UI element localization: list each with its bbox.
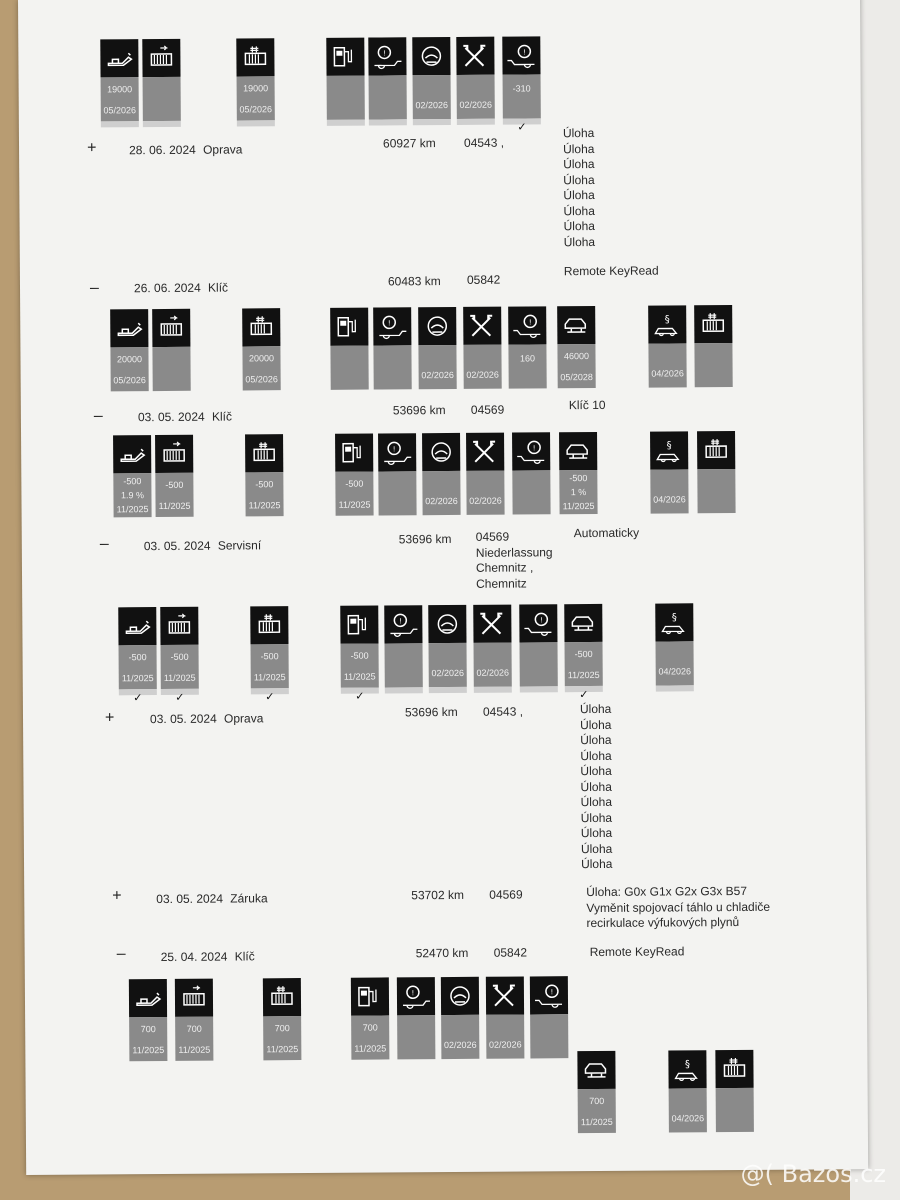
entry-type: Servisní: [217, 538, 262, 553]
tile-remaining: 700: [274, 1022, 290, 1033]
tile-due-date: 11/2025: [158, 500, 191, 511]
air-filter-icon: [160, 607, 198, 645]
service-tile: [236, 38, 275, 126]
service-tile: [100, 39, 139, 127]
tile-remaining: -500: [128, 651, 147, 662]
entry-date: 28. 06. 2024: [129, 142, 196, 158]
tile-shade: [429, 687, 467, 693]
tile-values: [413, 75, 451, 119]
entry-date: 03. 05. 2024: [149, 711, 217, 727]
tile-values: [119, 645, 157, 689]
svg-text:!: !: [539, 616, 543, 625]
tile-remaining: -310: [512, 83, 531, 94]
tile-due-date: 02/2026: [459, 99, 493, 110]
oil-can-icon: [129, 979, 167, 1017]
svg-text:!: !: [387, 319, 391, 328]
svg-text:!: !: [392, 445, 396, 454]
service-tile: [330, 308, 369, 390]
tile-remaining: 700: [140, 1023, 156, 1034]
tile-extra: 1 %: [570, 487, 587, 498]
tile-due-date: 11/2025: [121, 672, 154, 683]
brake-fluid-icon: [412, 37, 450, 75]
check-mark: ✓: [579, 689, 589, 702]
expand-toggle[interactable]: +: [112, 887, 122, 905]
tile-remaining: -500: [350, 650, 369, 661]
tile-due-date: 02/2026: [425, 495, 458, 507]
service-tile: [559, 432, 598, 514]
legal-inspection-icon: [655, 603, 693, 641]
collapse-toggle[interactable]: –: [99, 535, 109, 553]
tile-shade: [474, 687, 512, 693]
tile-due-date: 05/2028: [560, 371, 593, 382]
oil-can-icon: [113, 435, 151, 473]
engine-check-icon: [715, 1050, 753, 1088]
service-tile: [668, 1050, 707, 1132]
service-tile: [113, 435, 152, 517]
tile-due-date: 11/2025: [266, 1043, 299, 1054]
brake-fluid-icon: [441, 977, 479, 1015]
brake-front-icon: [397, 977, 435, 1015]
svg-text:§: §: [664, 314, 670, 326]
tile-due-date: 11/2025: [132, 1044, 165, 1055]
tile-due-date: 11/2025: [580, 1116, 613, 1127]
brake-rear-icon: [519, 604, 557, 642]
brake-fluid-icon: [422, 433, 460, 471]
tile-values: [557, 344, 595, 388]
expand-toggle[interactable]: +: [86, 139, 97, 157]
tile-due-date: 02/2026: [488, 1039, 522, 1050]
expand-toggle[interactable]: +: [104, 709, 115, 727]
tile-due-date: 05/2026: [103, 104, 137, 115]
tile-values: [429, 643, 467, 687]
tile-shade: [656, 685, 694, 691]
check-mark: ✓: [175, 691, 185, 704]
tile-values: [385, 643, 423, 687]
service-tile: [129, 979, 168, 1061]
tile-due-date: 02/2026: [466, 369, 499, 380]
service-tile: [250, 606, 289, 704]
brake-front-icon: [378, 433, 416, 471]
tile-due-date: 11/2025: [562, 500, 595, 512]
tile-values: [110, 347, 148, 391]
tile-values: [519, 642, 557, 686]
entry-km: 53696 km: [398, 531, 452, 547]
entry-date: 26. 06. 2024: [133, 280, 201, 296]
tile-values: [457, 75, 495, 119]
entry-code: 04543 ,: [463, 135, 505, 150]
tile-values: [486, 1014, 524, 1058]
fuel-filter-icon: [326, 38, 364, 76]
oil-can-icon: [100, 39, 138, 77]
brake-fluid-icon: [428, 605, 466, 643]
tile-values: [648, 343, 686, 387]
tile-values: [129, 1017, 167, 1061]
service-tile: [473, 605, 512, 693]
tile-values: [161, 645, 199, 689]
tools-icon: [486, 976, 524, 1014]
tile-remaining: -500: [345, 478, 364, 489]
tile-values: [466, 471, 504, 515]
entry-type: Oprava: [203, 142, 243, 157]
oil-can-icon: [118, 607, 156, 645]
service-tile: [397, 977, 436, 1059]
brake-front-icon: [373, 307, 411, 345]
tile-values: [143, 77, 181, 121]
tile-remaining: 700: [589, 1095, 605, 1106]
vehicle-lift-icon: [577, 1051, 615, 1089]
tile-values: [397, 1015, 435, 1059]
tile-values: [155, 473, 193, 517]
svg-text:!: !: [528, 318, 532, 327]
tile-due-date: 11/2025: [253, 671, 286, 682]
service-tile: [650, 431, 689, 513]
tile-values: [369, 75, 407, 119]
tile-values: [508, 344, 546, 388]
tile-values: [512, 470, 550, 514]
tile-due-date: 04/2026: [658, 666, 692, 677]
vehicle-lift-icon: [564, 604, 602, 642]
tile-values: [330, 346, 368, 390]
legal-inspection-icon: [668, 1050, 706, 1088]
entry-type: Klíč: [234, 949, 255, 964]
entry-km: 53696 km: [392, 403, 446, 418]
tile-extra: 1.9 %: [120, 490, 144, 501]
service-tile: [441, 977, 480, 1059]
service-tile: [428, 605, 467, 693]
service-tile: [340, 605, 379, 703]
entry-note: Automaticky: [573, 525, 640, 541]
tile-values: [655, 641, 693, 685]
tile-values: [113, 473, 151, 517]
tile-values: [463, 345, 501, 389]
tile-due-date: 11/2025: [567, 669, 600, 680]
tile-values: [716, 1088, 754, 1132]
tile-values: [175, 1017, 213, 1061]
vehicle-lift-icon: [559, 432, 597, 470]
tools-icon: [473, 605, 511, 643]
check-mark: ✓: [355, 690, 365, 703]
tile-remaining: 700: [362, 1022, 378, 1033]
tile-values: [237, 76, 275, 120]
tile-shade: [520, 686, 558, 692]
service-tile: [368, 37, 407, 125]
entry-type: Záruka: [230, 891, 268, 906]
tile-values: [335, 472, 373, 516]
brake-fluid-icon: [418, 307, 456, 345]
tile-shade: [413, 119, 451, 125]
service-tile: [715, 1050, 754, 1132]
engine-check-icon: [694, 305, 732, 343]
service-tile: [155, 435, 194, 517]
tile-due-date: 04/2026: [671, 1113, 705, 1124]
entry-code: 05842: [493, 945, 528, 960]
tile-values: [559, 470, 597, 514]
tile-shade: [143, 121, 181, 127]
entry-date: 03. 05. 2024: [156, 891, 224, 907]
tile-remaining: 20000: [116, 353, 143, 364]
tile-remaining: -500: [170, 651, 189, 662]
service-tile: [142, 39, 181, 127]
tile-shade: [385, 687, 423, 693]
service-tile: [655, 603, 694, 691]
tile-values: [697, 469, 735, 513]
tile-due-date: 11/2025: [338, 499, 371, 510]
engine-check-icon: [245, 434, 283, 472]
service-tile: [351, 977, 390, 1059]
vehicle-lift-icon: [557, 306, 595, 344]
tile-due-date: 02/2026: [469, 495, 502, 506]
tile-values: [422, 471, 460, 515]
service-tile: [456, 37, 495, 125]
entry-code: 04569: [489, 887, 523, 902]
tile-due-date: 02/2026: [421, 369, 454, 381]
entry-date: 03. 05. 2024: [143, 538, 211, 554]
service-tile: [502, 36, 541, 134]
brake-rear-icon: [508, 306, 546, 344]
entry-type: Klíč: [207, 280, 229, 295]
tile-due-date: 11/2025: [178, 1044, 211, 1055]
tile-values: [242, 346, 280, 390]
tile-due-date: 11/2025: [343, 671, 376, 682]
tile-remaining: 20000: [248, 352, 275, 363]
entry-code: 04569 Niederlassung Chemnitz , Chemnitz: [475, 529, 553, 591]
tile-remaining: -500: [569, 473, 588, 484]
entry-km: 60483 km: [387, 274, 441, 289]
tile-remaining: 19000: [107, 83, 133, 94]
entry-note: Úloha Úloha Úloha Úloha Úloha Úloha Úloha Úloha: [562, 125, 596, 249]
tile-values: [418, 345, 456, 389]
svg-text:!: !: [550, 988, 554, 997]
tile-due-date: 05/2026: [245, 373, 278, 384]
fuel-filter-icon: [330, 308, 368, 346]
tile-remaining: -500: [574, 648, 593, 659]
tile-due-date: 11/2025: [163, 672, 196, 683]
check-mark: ✓: [517, 121, 527, 134]
service-history-page: [18, 0, 868, 1175]
entry-note: Remote KeyRead: [563, 263, 659, 279]
svg-text:!: !: [398, 617, 402, 626]
service-tile: [422, 433, 461, 515]
entry-note: Remote KeyRead: [589, 944, 685, 960]
service-tile: [118, 607, 157, 705]
service-tile: [557, 306, 596, 388]
collapse-toggle[interactable]: –: [116, 945, 126, 963]
tile-values: [263, 1016, 301, 1060]
tile-values: [373, 345, 411, 389]
entry-km: 60927 km: [382, 136, 436, 151]
service-tile: [160, 607, 199, 704]
tile-values: [441, 1015, 479, 1059]
svg-text:!: !: [382, 49, 386, 58]
check-mark: ✓: [133, 692, 143, 705]
tile-shade: [369, 119, 407, 125]
service-tile: [242, 308, 281, 390]
tile-remaining: -500: [165, 479, 184, 490]
tile-values: [669, 1088, 707, 1132]
legal-inspection-icon: [648, 305, 686, 343]
tile-due-date: 02/2026: [443, 1039, 477, 1051]
entry-km: 52470 km: [415, 945, 469, 961]
tile-remaining: -500: [123, 476, 142, 487]
engine-check-icon: [697, 431, 735, 469]
entry-type: Klíč: [211, 409, 232, 424]
tile-remaining: 19000: [243, 82, 269, 93]
engine-check-icon: [263, 978, 301, 1016]
brake-rear-icon: [502, 36, 540, 74]
tile-due-date: 11/2025: [354, 1042, 387, 1054]
svg-text:§: §: [666, 440, 672, 452]
engine-check-icon: [242, 308, 280, 346]
collapse-toggle[interactable]: –: [93, 407, 103, 425]
tile-shade: [327, 120, 365, 126]
collapse-toggle[interactable]: –: [89, 279, 99, 297]
tile-values: [251, 644, 289, 688]
service-tile: [564, 604, 603, 702]
fuel-filter-icon: [351, 977, 389, 1015]
tile-remaining: 46000: [563, 350, 590, 361]
service-tile: [373, 307, 412, 389]
air-filter-icon: [155, 435, 193, 473]
service-tile: [245, 434, 284, 516]
tile-values: [327, 76, 365, 120]
tile-shade: [101, 121, 139, 127]
service-tile: [110, 309, 149, 391]
tile-values: [245, 472, 283, 516]
entry-code: 04543 ,: [482, 704, 524, 719]
engine-check-icon: [236, 38, 274, 76]
brake-front-icon: [384, 605, 422, 643]
service-tile: [152, 309, 191, 391]
tile-shade: [237, 120, 275, 126]
tile-shade: [457, 119, 495, 125]
tile-remaining: 700: [186, 1023, 202, 1034]
service-tile: [463, 307, 502, 389]
tile-values: [530, 1014, 568, 1058]
entry-note: Klíč 10: [568, 397, 606, 413]
brake-rear-icon: [530, 976, 568, 1014]
entry-note: Úloha Úloha Úloha Úloha Úloha Úloha Úloha Úloha Úloha Úloha Úloha: [579, 701, 613, 872]
service-tile: [648, 305, 687, 387]
tile-values: [578, 1089, 616, 1133]
tile-values: [341, 643, 379, 687]
tile-due-date: 02/2026: [415, 100, 449, 111]
tile-due-date: 05/2026: [239, 103, 273, 114]
bazos-watermark: @( Bazos.cz: [740, 1160, 886, 1188]
tile-due-date: 04/2026: [653, 494, 686, 505]
service-tile: [384, 605, 423, 693]
tile-remaining: 160: [519, 353, 536, 364]
service-tile: [418, 307, 457, 389]
tile-due-date: 02/2026: [431, 667, 465, 679]
entry-note: Úloha: G0x G1x G2x G3x B57 Vyměnit spojovací táhlo u chladiče recirkulace výfukových plynů: [586, 883, 771, 931]
tile-remaining: -500: [255, 478, 274, 489]
service-tile: [378, 433, 417, 515]
tile-values: [650, 469, 688, 513]
tools-icon: [456, 37, 494, 75]
tools-icon: [466, 433, 504, 471]
fuel-filter-icon: [335, 434, 373, 472]
fuel-filter-icon: [340, 605, 378, 643]
svg-text:!: !: [522, 48, 526, 57]
service-tile: [326, 38, 365, 126]
brake-front-icon: [368, 37, 406, 75]
brake-rear-icon: [512, 432, 550, 470]
service-tile: [694, 305, 733, 387]
tile-due-date: 04/2026: [651, 368, 684, 379]
service-tile: [263, 978, 302, 1060]
tile-due-date: 02/2026: [476, 667, 510, 678]
air-filter-icon: [152, 309, 190, 347]
service-tile: [508, 306, 547, 388]
service-tile: [519, 604, 558, 692]
tile-due-date: 11/2025: [248, 499, 281, 510]
svg-text:!: !: [532, 444, 536, 453]
service-tile: [335, 434, 374, 516]
oil-can-icon: [110, 309, 148, 347]
tile-values: [473, 643, 511, 687]
tile-values: [101, 77, 139, 121]
tile-values: [694, 343, 732, 387]
tile-values: [503, 74, 541, 118]
service-tile: [466, 433, 505, 515]
entry-km: 53696 km: [404, 704, 458, 720]
tile-remaining: -500: [260, 650, 279, 661]
service-tile: [697, 431, 736, 513]
service-tile: [512, 432, 551, 514]
legal-inspection-icon: [650, 431, 688, 469]
engine-check-icon: [250, 606, 288, 644]
tile-values: [378, 471, 416, 515]
service-tile: [412, 37, 451, 125]
tile-values: [152, 347, 190, 391]
service-tile: [577, 1051, 616, 1133]
entry-type: Oprava: [223, 711, 264, 726]
entry-code: 05842: [466, 272, 501, 287]
air-filter-icon: [175, 979, 213, 1017]
tile-due-date: 11/2025: [116, 504, 149, 515]
svg-text:§: §: [684, 1059, 690, 1071]
service-tile: [486, 976, 525, 1058]
check-mark: ✓: [265, 691, 275, 704]
entry-date: 03. 05. 2024: [137, 409, 205, 425]
service-tile: [175, 979, 214, 1061]
tile-due-date: 05/2026: [113, 374, 146, 385]
tools-icon: [463, 307, 501, 345]
tile-values: [564, 642, 602, 686]
service-tile: [530, 976, 569, 1058]
entry-date: 25. 04. 2024: [160, 949, 228, 965]
svg-text:§: §: [671, 612, 677, 624]
entry-code: 04569: [470, 402, 505, 417]
entry-km: 53702 km: [411, 887, 465, 903]
air-filter-icon: [142, 39, 180, 77]
svg-text:!: !: [411, 989, 415, 998]
tile-values: [351, 1015, 389, 1059]
